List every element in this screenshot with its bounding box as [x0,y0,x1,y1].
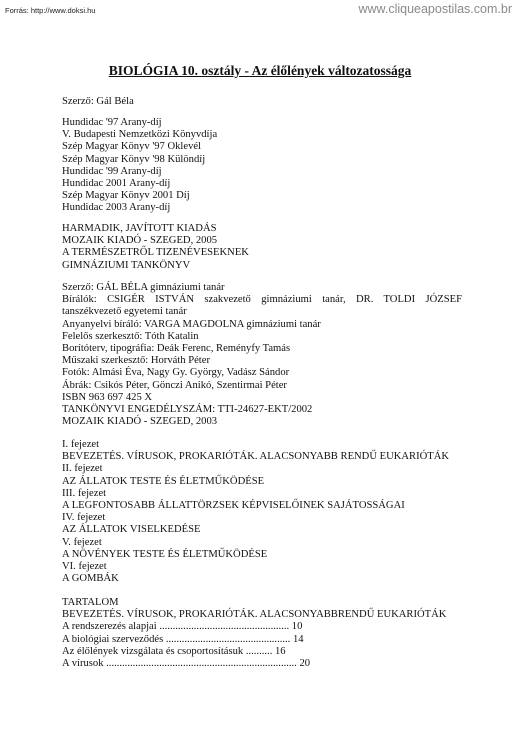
credits-line: Műszaki szerkesztő: Horváth Péter [62,355,210,367]
chapters-list [62,439,462,585]
chapter-number: III. fejezet [62,487,107,499]
table-of-contents [62,597,462,670]
chapter-number: VI. fejezet [62,561,107,573]
award-item: Hundidac 2001 Arany-díj [62,178,171,190]
award-item: Hundidac '97 Arany-díj [62,117,162,128]
awards-list [62,117,462,215]
toc-entry: A biológiai szerveződés ............................................... 14 [62,633,304,645]
edition-line: GIMNÁZIUMI TANKÖNYV [62,259,191,271]
award-item: V. Budapesti Nemzetközi Könyvdíja [62,129,218,141]
site-watermark: www.cliqueapostilas.com.br [358,2,512,16]
credits-line: TANKÖNYVI ENGEDÉLYSZÁM: TTI-24627-EKT/2002 [62,404,313,416]
edition-line: MOZAIK KIADÓ - SZEGED, 2005 [62,235,218,247]
author-block [62,96,462,108]
document-title: BIOLÓGIA 10. osztály - Az élőlények változatossága [108,63,412,78]
credits-line: ISBN 963 697 425 X [62,391,153,403]
credits-line: Anyanyelvi bíráló: VARGA MAGDOLNA gimnáziumi tanár [62,318,321,330]
toc-section: BEVEZETÉS. VÍRUSOK, PROKARIÓTÁK. ALACSONYABBRENDŰ EUKARIÓTÁK [62,609,447,621]
toc-entry: A vírusok ........................................................................ 20 [62,658,311,670]
credits-reviewers: Bírálók: CSIGÉR ISTVÁN szakvezető gimnáziumi tanár, DR. TOLDI JÓZSEF [62,294,462,306]
chapter-title: A GOMBÁK [62,573,119,585]
author-line: Szerző: Gál Béla [62,96,134,107]
credits-reviewers-cont: tanszékvezető egyetemi tanár [62,306,187,318]
award-item: Szép Magyar Könyv 2001 Díj [62,190,190,202]
credits-line: MOZAIK KIADÓ - SZEGED, 2003 [62,416,218,428]
toc-heading: TARTALOM [62,597,119,608]
award-item: Hundidac '99 Arany-díj [62,165,162,177]
chapter-title: A LEGFONTOSABB ÁLLATTÖRZSEK KÉPVISELŐINEK SAJÁTOSSÁGAI [62,500,405,512]
credits-line: Felelős szerkesztő: Tóth Katalin [62,330,199,342]
chapter-number: I. fejezet [62,439,100,450]
chapter-number: II. fejezet [62,463,103,475]
page-header [0,4,520,18]
chapter-title: AZ ÁLLATOK VISELKEDÉSE [62,524,201,536]
toc-entry: A rendszerezés alapjai ................................................. 10 [62,621,303,633]
chapter-number: IV. fejezet [62,512,106,524]
credits-author: Szerző: GÁL BÉLA gimnáziumi tanár [62,282,225,293]
award-item: Szép Magyar Könyv '97 Oklevél [62,141,202,153]
source-url: Forrás: http://www.doksi.hu [5,6,96,15]
credits-line: Fotók: Almási Éva, Nagy Gy. György, Vadász Sándor [62,367,290,379]
credits-block [62,282,462,428]
award-item: Szép Magyar Könyv '98 Különdíj [62,153,206,165]
credits-line: Ábrák: Csikós Péter, Gönczi Anikó, Szentirmai Péter [62,379,287,391]
edition-block [62,223,462,272]
toc-entry: Az élőlények vizsgálata és csoportosításuk .......... 16 [62,645,286,657]
award-item: Hundidac 2003 Arany-díj [62,202,171,214]
chapter-title: A NÖVÉNYEK TESTE ÉS ÉLETMŰKÖDÉSE [62,548,268,560]
edition-line: HARMADIK, JAVÍTOTT KIADÁS [62,223,217,234]
credits-line: Borítóterv, tipográfia: Deák Ferenc, Reményfy Tamás [62,343,291,355]
chapter-title: AZ ÁLLATOK TESTE ÉS ÉLETMŰKÖDÉSE [62,475,265,487]
edition-line: A TERMÉSZETRŐL TIZENÉVESEKNEK [62,247,249,259]
chapter-title: BEVEZETÉS. VÍRUSOK, PROKARIÓTÁK. ALACSONYABB RENDŰ EUKARIÓTÁK [62,451,450,463]
chapter-number: V. fejezet [62,536,102,548]
